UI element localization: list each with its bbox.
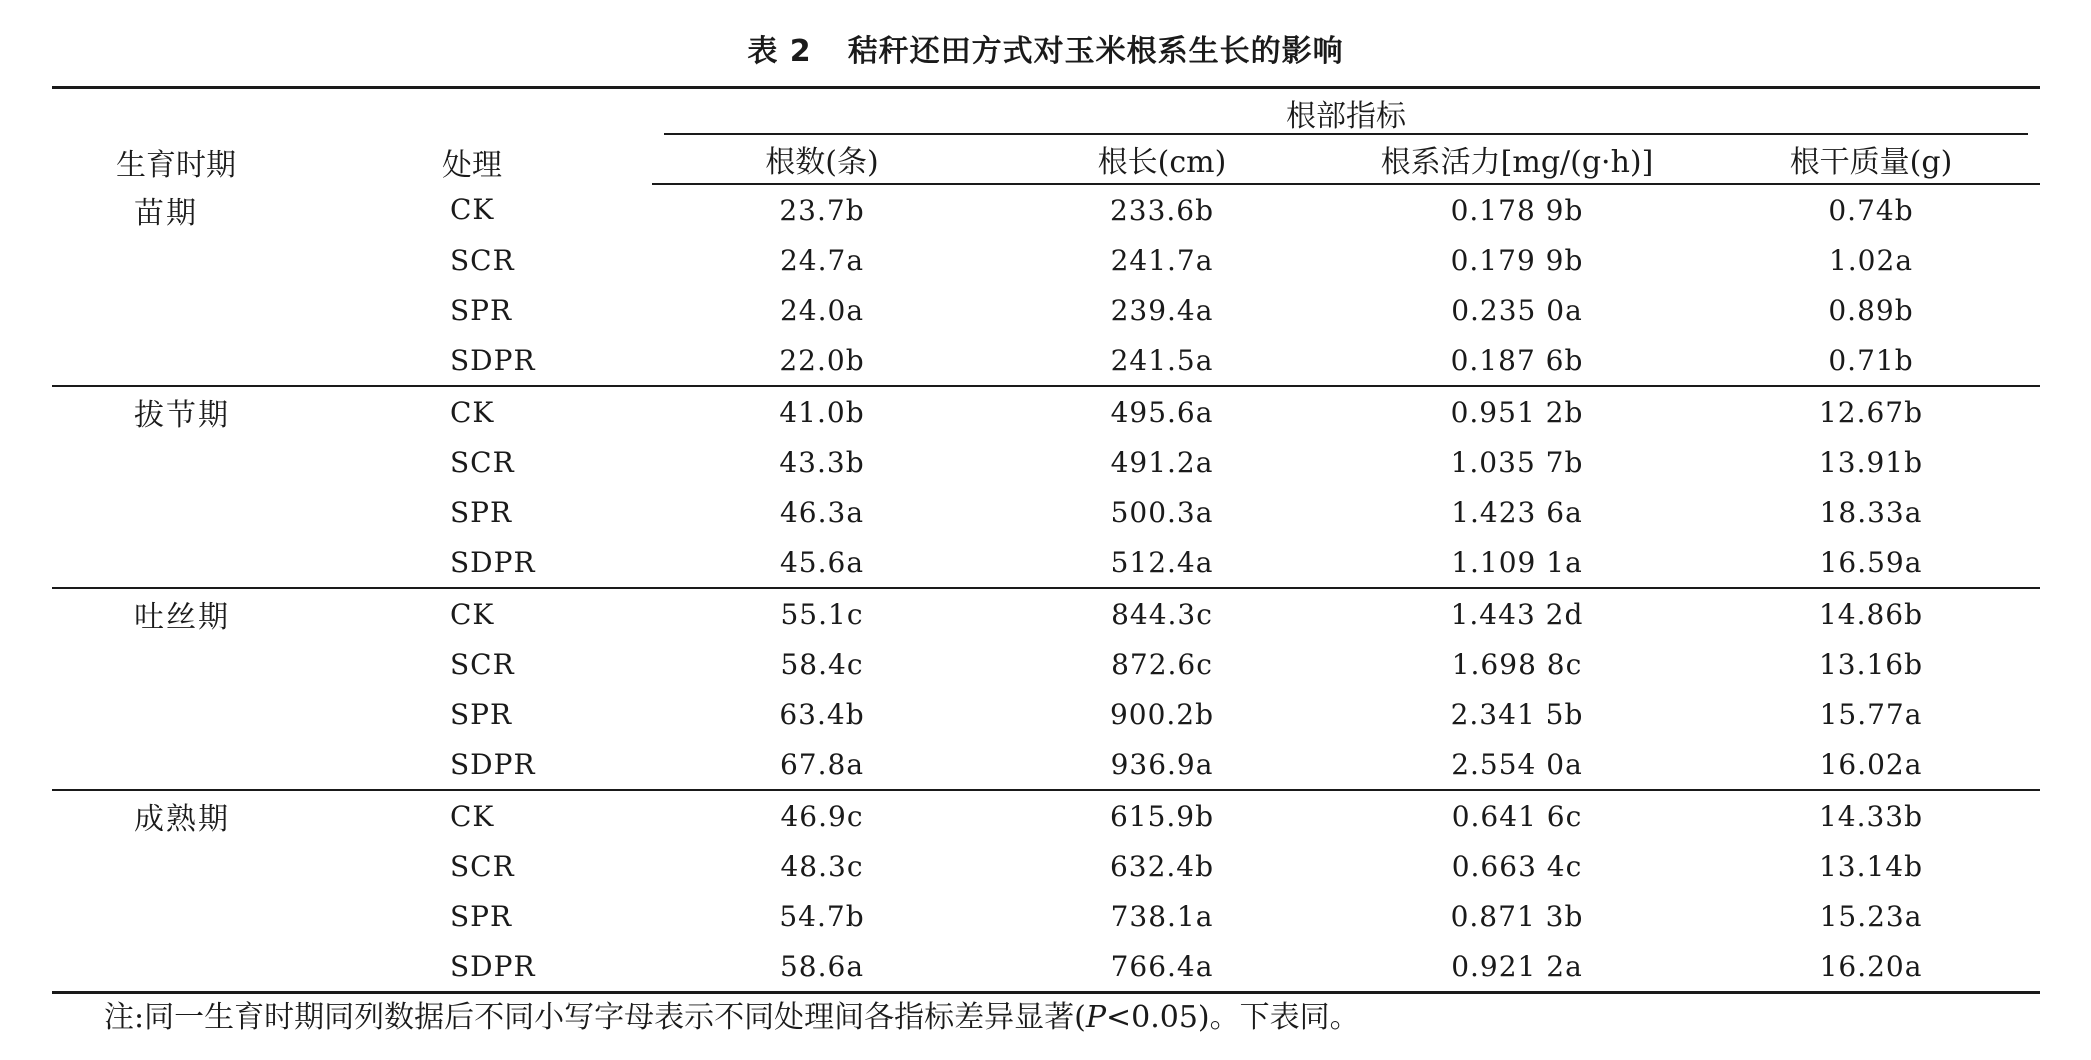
root-dry-mass-cell: 15.23a [1819,899,1923,933]
table-row [52,689,2040,739]
period-cell-empty [52,335,382,386]
treatment-cell [382,335,652,386]
treatment-label: SCR [450,647,515,681]
treatment-label: SDPR [450,747,536,781]
root-dry-mass-cell: 0.74b [1828,193,1914,227]
root-dry-mass-cell: 12.67b [1818,395,1924,429]
root-length-cell: 936.9a [992,739,1332,790]
root-activity-cell: 0.187 6b [1332,335,1702,386]
root-activity-cell: 0.921 2a [1332,941,1702,993]
root-number-cell: 67.8a [652,739,992,790]
header-root-number: 根数(条) [652,135,992,184]
period-cell: 吐丝期 [134,600,230,635]
root-number-cell: 55.1c [780,597,864,631]
root-activity-cell: 0.871 3b [1450,899,1584,933]
root-dry-mass-cell: 13.16b [1818,647,1924,681]
root-length-cell: 500.3a [1110,495,1214,529]
root-dry-mass-cell: 1.02a [1828,243,1914,277]
root-number-cell: 46.3a [779,495,865,529]
treatment-cell [382,689,652,739]
treatment-cell [382,941,652,993]
root-number-cell: 46.9c [780,799,864,833]
root-number-cell: 58.4c [780,647,864,681]
root-activity-cell: 0.951 2b [1450,395,1584,429]
treatment-cell [382,588,652,639]
table-row [52,285,2040,335]
treatment-cell [382,487,652,537]
table-row [52,437,2040,487]
table-title [0,30,2091,74]
header-root-activity: 根系活力[mg/(g·h)] [1332,135,1702,184]
root-activity-cell: 0.641 6c [1451,799,1583,833]
root-dry-mass-cell: 13.91b [1818,445,1924,479]
treatment-cell [382,891,652,941]
treatment-cell [382,790,652,841]
period-cell-empty [52,739,382,790]
root-length-cell: 738.1a [1110,899,1214,933]
root-number-cell: 24.7a [779,243,865,277]
treatment-label: SDPR [450,343,536,377]
table-body [52,184,2040,993]
header-treatment: 处理 [442,148,502,183]
table-row [52,184,2040,235]
root-dry-mass-cell: 0.71b [1702,335,2040,386]
root-activity-cell: 1.443 2d [1450,597,1584,631]
header-root-length: 根长(cm) [992,135,1332,184]
root-number-cell: 54.7b [779,899,865,933]
period-cell-empty [52,235,382,285]
treatment-label: SDPR [450,545,536,579]
period-cell-empty [52,941,382,993]
period-cell-empty [52,841,382,891]
table-row [52,537,2040,588]
root-growth-table [52,86,2040,994]
treatment-label: SCR [450,849,515,883]
root-number-cell: 48.3c [780,849,864,883]
header-period: 生育时期 [116,148,236,183]
root-length-cell: 872.6c [1111,647,1213,681]
treatment-label: SPR [450,697,513,731]
table-row [52,639,2040,689]
root-activity-cell: 0.179 9b [1450,243,1584,277]
treatment-label: SPR [450,293,513,327]
root-length-cell: 766.4a [992,941,1332,993]
header-root-dry-mass: 根干质量(g) [1702,135,2040,184]
root-dry-mass-cell: 0.89b [1828,293,1914,327]
table-row [52,941,2040,993]
root-number-cell: 41.0b [779,395,865,429]
root-number-cell: 45.6a [652,537,992,588]
table-row [52,335,2040,386]
table-number: 表 2 [747,34,812,69]
treatment-label: CK [450,193,495,226]
treatment-cell [382,537,652,588]
table-row [52,386,2040,437]
root-number-cell: 24.0a [779,293,865,327]
treatment-label: SCR [450,445,515,479]
header-group-rule [664,133,2028,135]
footnote-p-symbol: P [1085,1000,1106,1035]
period-cell: 苗期 [134,195,198,231]
root-dry-mass-cell: 14.33b [1818,799,1924,833]
root-activity-cell: 1.698 8c [1451,647,1583,681]
root-dry-mass-cell: 14.86b [1818,597,1924,631]
treatment-cell [382,739,652,790]
table-row [52,235,2040,285]
treatment-cell [382,184,652,235]
treatment-cell [382,285,652,335]
treatment-label: SCR [450,243,515,277]
root-length-cell: 233.6b [1109,193,1215,227]
footnote-text-after: <0.05)。下表同。 [1106,1000,1360,1035]
period-cell-empty [52,639,382,689]
footnote-text-before: 注:同一生育时期同列数据后不同小写字母表示不同处理间各指标差异显著( [104,1000,1086,1035]
root-activity-cell: 2.554 0a [1332,739,1702,790]
period-cell-empty [52,487,382,537]
table-row [52,891,2040,941]
root-activity-cell: 0.663 4c [1451,849,1583,883]
root-number-cell: 22.0b [652,335,992,386]
root-activity-cell: 1.109 1a [1332,537,1702,588]
treatment-cell [382,841,652,891]
period-cell-empty [52,537,382,588]
root-dry-mass-cell: 18.33a [1819,495,1923,529]
root-activity-cell: 1.423 6a [1451,495,1583,529]
treatment-label: SPR [450,495,513,529]
table-caption: 秸秆还田方式对玉米根系生长的影响 [847,34,1344,69]
period-cell-empty [52,437,382,487]
root-dry-mass-cell: 16.20a [1702,941,2040,993]
root-number-cell: 23.7b [779,193,865,227]
root-activity-cell: 0.178 9b [1450,193,1584,227]
root-length-cell: 615.9b [1109,799,1215,833]
period-cell-empty [52,689,382,739]
treatment-label: CK [450,597,495,631]
root-dry-mass-cell: 16.02a [1702,739,2040,790]
treatment-label: SPR [450,899,513,933]
table-row [52,588,2040,639]
treatment-label: CK [450,799,495,833]
root-length-cell: 239.4a [1110,293,1214,327]
root-dry-mass-cell: 13.14b [1818,849,1924,883]
root-activity-cell: 1.035 7b [1450,445,1584,479]
treatment-label: SDPR [450,949,536,983]
header-root-indicators-label: 根部指标 [1286,99,1406,134]
root-dry-mass-cell: 15.77a [1819,697,1923,731]
root-number-cell: 58.6a [652,941,992,993]
table-row [52,790,2040,841]
period-cell: 拔节期 [134,398,230,433]
data-table-container [52,86,2040,994]
period-cell-empty [52,285,382,335]
table-row [52,841,2040,891]
treatment-cell [382,386,652,437]
period-cell-empty [52,891,382,941]
root-activity-cell: 0.235 0a [1451,293,1583,327]
root-length-cell: 241.5a [992,335,1332,386]
table-row [52,739,2040,790]
root-length-cell: 512.4a [992,537,1332,588]
treatment-label: CK [450,395,495,429]
root-activity-cell: 2.341 5b [1450,697,1584,731]
root-length-cell: 495.6a [1110,395,1214,429]
period-cell: 成熟期 [134,802,230,837]
root-number-cell: 43.3b [779,445,865,479]
root-length-cell: 491.2a [1110,445,1214,479]
root-dry-mass-cell: 16.59a [1702,537,2040,588]
root-length-cell: 900.2b [1109,697,1215,731]
root-length-cell: 632.4b [1109,849,1215,883]
header-root-indicators [652,88,2040,136]
treatment-cell [382,437,652,487]
table-row [52,487,2040,537]
root-length-cell: 241.7a [1110,243,1214,277]
table-footnote [104,996,1360,1040]
root-number-cell: 63.4b [779,697,865,731]
treatment-cell [382,639,652,689]
treatment-cell [382,235,652,285]
root-length-cell: 844.3c [1111,597,1213,631]
